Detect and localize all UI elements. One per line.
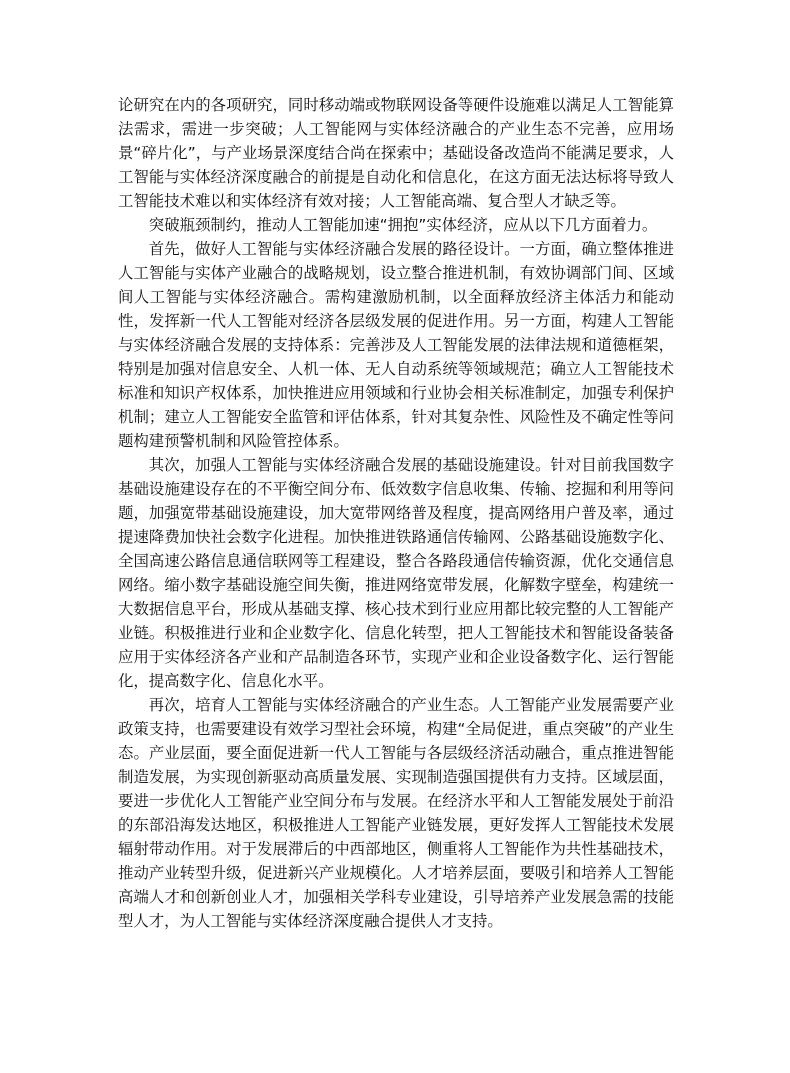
paragraph-continued: 论研究在内的各项研究，同时移动端或物联网设备等硬件设施难以满足人工智能算法需求，需进一步突破；人工智能网与实体经济融合的产业生态不完善，应用场景“碎片化”，与产业场景深度结合尚在探索中；基础设备改造尚不能满足要求，人工智能与实体经济深度融合的前提是自动化和信息化，在这方面无法达标将导致人工智能技术难以和实体经济有效对接；人工智能高端、复合型人才缺乏等。 [118,96,674,210]
paragraph-third: 再次，培育人工智能与实体经济融合的产业生态。人工智能产业发展需要产业政策支持，也需要建设有效学习型社会环境，构建“全局促进，重点突破”的产业生态。产业层面，要全面促进新一代人工智能与各层级经济活动融合，重点推进智能制造发展，为实现创新驱动高质量发展、实现制造强国提供有力支持。区域层面，要进一步优化人工智能产业空间分布与发展。在经济水平和人工智能发展处于前沿的东部沿海发达地区，积极推进人工智能产业链发展，更好发挥人工智能技术发展辐射带动作用。对于发展滞后的中西部地区，侧重将人工智能作为共性基础技术，推动产业转型升级，促进新兴产业规模化。人才培养层面，要吸引和培养人工智能高端人才和创新创业人才，加强相关学科专业建设，引导培养产业发展急需的技能型人才，为人工智能与实体经济深度融合提供人才支持。 [118,696,674,930]
paragraph-first: 首先，做好人工智能与实体经济融合发展的路径设计。一方面，确立整体推进人工智能与实体产业融合的战略规划，设立整合推进机制，有效协调部门间、区域间人工智能与实体经济融合。需构建激励机制，以全面释放经济主体活力和能动性，发挥新一代人工智能对经济各层级发展的促进作用。另一方面，构建人工智能与实体经济融合发展的支持体系：完善涉及人工智能发展的法律法规和道德框架，特别是加强对信息安全、人机一体、无人自动系统等领域规范；确立人工智能技术标准和知识产权体系，加快推进应用领域和行业协会相关标准制定，加强专利保护机制；建立人工智能安全监管和评估体系，针对其复杂性、风险性及不确定性等问题构建预警机制和风险管控体系。 [118,240,674,450]
document-page [118,93,674,933]
paragraph-intro: 突破瓶颈制约，推动人工智能加速“拥抱”实体经济，应从以下几方面着力。 [148,216,658,234]
paragraph-second: 其次，加强人工智能与实体经济融合发展的基础设施建设。针对目前我国数字基础设施建设存在的不平衡空间分布、低效数字信息收集、传输、挖掘和利用等问题，加强宽带基础设施建设，加大宽带网络普及程度，提高网络用户普及率，通过提速降费加快社会数字化进程。加快推进铁路通信传输网、公路基础设施数字化、全国高速公路信息通信联网等工程建设，整合各路段通信传输资源，优化交通信息网络。缩小数字基础设施空间失衡，推进网络宽带发展，化解数字壁垒，构建统一大数据信息平台，形成从基础支撑、核心技术到行业应用都比较完整的人工智能产业链。积极推进行业和企业数字化、信息化转型，把人工智能技术和智能设备装备应用于实体经济各产业和产品制造各环节，实现产业和企业设备数字化、运行智能化，提高数字化、信息化水平。 [118,456,674,690]
